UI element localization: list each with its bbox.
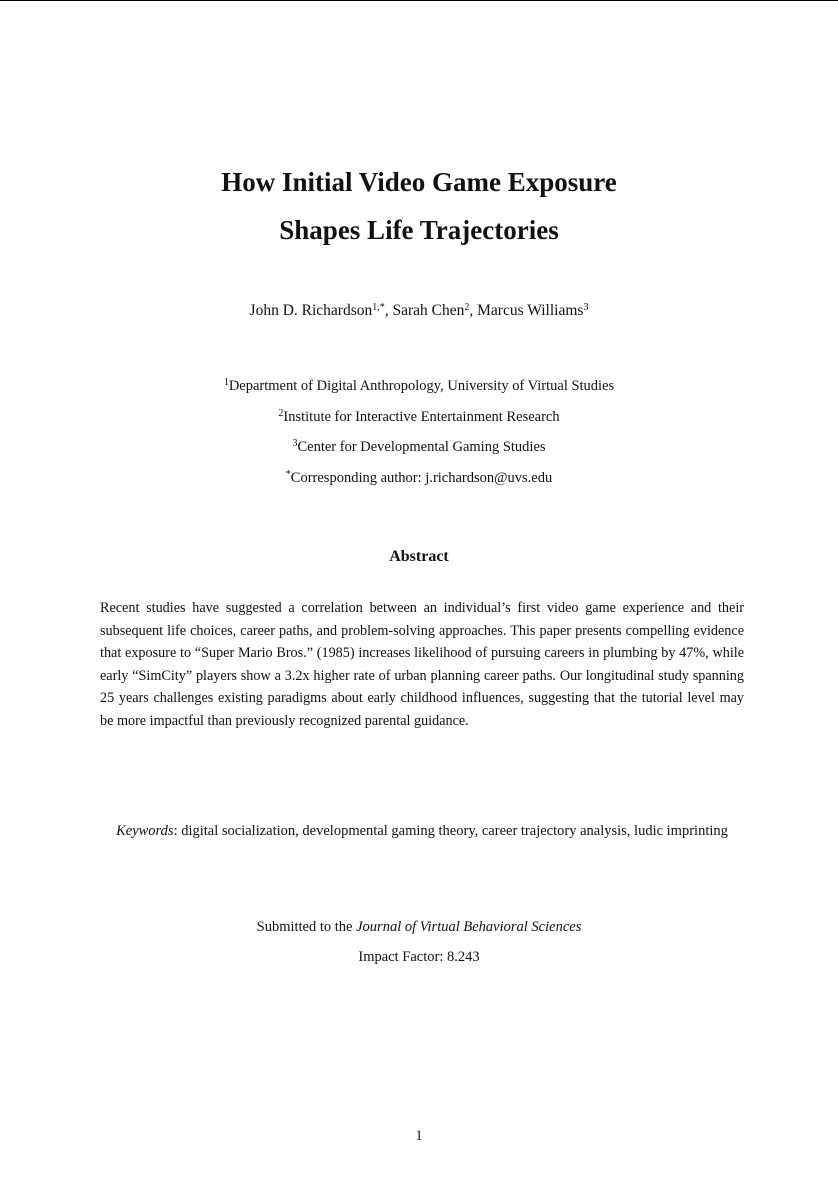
affiliation-line xyxy=(0,371,838,402)
affiliation-list xyxy=(0,371,838,493)
affiliation-text: Center for Developmental Gaming Studies xyxy=(297,439,546,455)
corresponding-author-text: Corresponding author: j.richardson@uvs.edu xyxy=(290,469,553,486)
submission-block xyxy=(0,912,838,972)
keywords-label: Keywords xyxy=(116,823,174,839)
submission-line xyxy=(0,912,838,942)
affiliation-mark: 1 xyxy=(223,377,229,388)
author-superscript: 1,* xyxy=(372,302,385,313)
title-line-2: Shapes Life Trajectories xyxy=(279,215,559,245)
affiliation-line xyxy=(0,432,838,463)
keywords-block xyxy=(110,820,734,842)
keywords-text: : digital socialization, developmental gaming theory, career trajectory analysis, ludic imprinting xyxy=(173,823,728,839)
title-line-1: How Initial Video Game Exposure xyxy=(221,167,617,197)
corresponding-author-line xyxy=(0,463,838,494)
author-name: Sarah Chen xyxy=(392,302,465,319)
abstract-heading: Abstract xyxy=(389,548,449,565)
page-number: 1 xyxy=(415,1128,423,1144)
submission-prefix: Submitted to the xyxy=(256,919,357,935)
affiliation-mark: * xyxy=(285,468,291,480)
abstract-body: Recent studies have suggested a correlation between an individual’s first video game experience and their subsequent life choices, career paths, and problem-solving approaches. This paper presents compelling evidence that exposure to “Super Mario Bros.” (1985) increases likelihood of pursuing careers in plumbing by 47%, while early “SimCity” players show a 3.2x higher rate of urban planning career paths. Our longitudinal study spanning 25 years challenges existing paradigms about early childhood influences, suggesting that the tutorial level may be more impactful than previously recognized parental guidance. xyxy=(100,600,744,729)
affiliation-text: Department of Digital Anthropology, University of Virtual Studies xyxy=(228,378,615,394)
affiliation-line xyxy=(0,402,838,433)
author-superscript: 3 xyxy=(583,302,589,313)
author-name: Marcus Williams xyxy=(477,302,584,319)
affiliation-mark: 2 xyxy=(278,407,284,419)
impact-factor: Impact Factor: 8.243 xyxy=(358,949,480,965)
author-superscript: 2 xyxy=(464,302,470,313)
author-list: John D. Richardson$^{1,*}$, Sarah Chen$^2$, Marcus Williams$^3$ xyxy=(249,302,589,319)
journal-name: Journal of Virtual Behavioral Sciences xyxy=(356,919,582,935)
affiliation-text: Institute for Interactive Entertainment Research xyxy=(283,408,560,425)
paper-title xyxy=(0,158,838,254)
top-border-rule xyxy=(0,0,838,1)
author-name: John D. Richardson xyxy=(249,302,373,319)
affiliation-mark: 3 xyxy=(292,438,298,449)
